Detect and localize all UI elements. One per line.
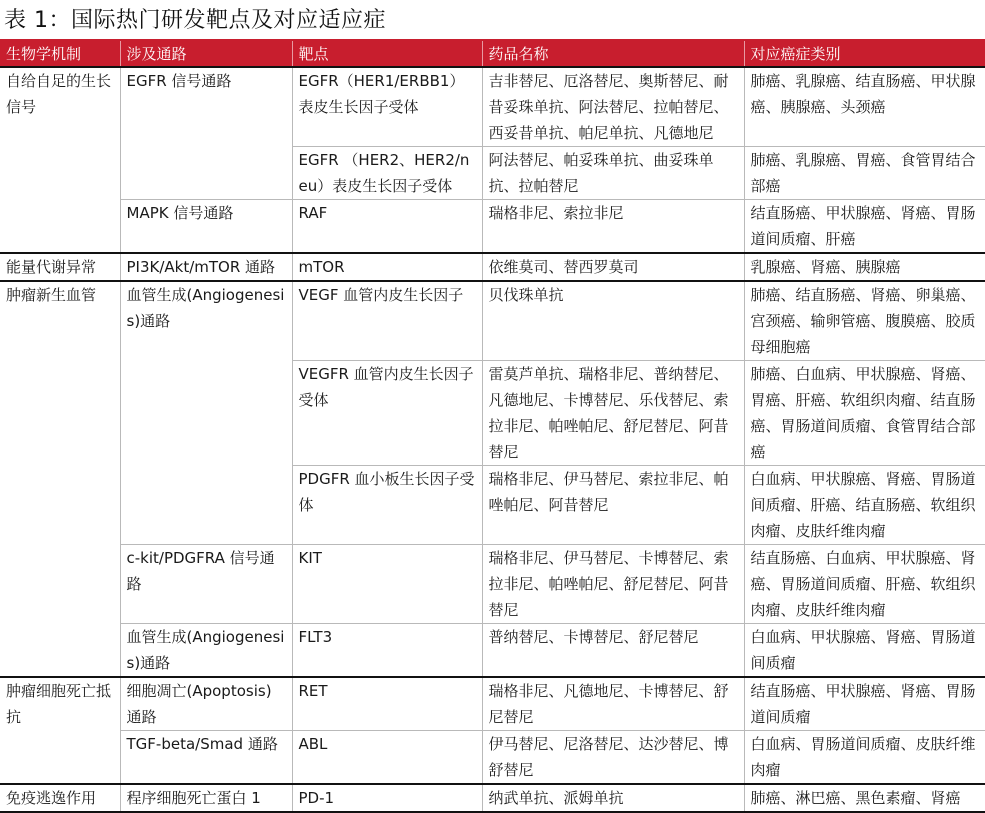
drugs-cell: 贝伐珠单抗 [482, 281, 744, 361]
target-cell: PDGFR 血小板生长因子受体 [292, 466, 482, 545]
table-row [0, 253, 985, 281]
pathway-cell: 细胞凋亡(Apoptosis)通路 [120, 677, 292, 731]
target-cell: FLT3 [292, 624, 482, 678]
pathway-cell: 血管生成(Angiogenesis)通路 [120, 281, 292, 545]
target-cell: VEGFR 血管内皮生长因子受体 [292, 361, 482, 466]
header-cancers: 对应癌症类别 [744, 40, 985, 67]
pathway-cell: TGF-beta/Smad 通路 [120, 731, 292, 785]
drug-target-table [0, 39, 985, 813]
cancers-cell: 白血病、甲状腺癌、肾癌、胃肠道间质瘤 [744, 624, 985, 678]
cancers-cell: 肺癌、淋巴癌、黑色素瘤、肾癌 [744, 784, 985, 812]
mechanism-cell: 自给自足的生长信号 [0, 67, 120, 253]
table-header-row [0, 40, 985, 67]
cancers-cell: 肺癌、结直肠癌、肾癌、卵巢癌、宫颈癌、输卵管癌、腹膜癌、胶质母细胞癌 [744, 281, 985, 361]
target-cell: PD-1 [292, 784, 482, 812]
mechanism-cell: 能量代谢异常 [0, 253, 120, 281]
cancers-cell: 结直肠癌、甲状腺癌、肾癌、胃肠道间质瘤 [744, 677, 985, 731]
drugs-cell: 吉非替尼、厄洛替尼、奥斯替尼、耐昔妥珠单抗、阿法替尼、拉帕替尼、西妥昔单抗、帕尼单抗、凡德地尼 [482, 67, 744, 147]
target-cell: VEGF 血管内皮生长因子 [292, 281, 482, 361]
drugs-cell: 瑞格非尼、伊马替尼、卡博替尼、索拉非尼、帕唑帕尼、舒尼替尼、阿昔替尼 [482, 545, 744, 624]
drugs-cell: 依维莫司、替西罗莫司 [482, 253, 744, 281]
cancers-cell: 白血病、胃肠道间质瘤、皮肤纤维肉瘤 [744, 731, 985, 785]
cancers-cell: 白血病、甲状腺癌、肾癌、胃肠道间质瘤、肝癌、结直肠癌、软组织肉瘤、皮肤纤维肉瘤 [744, 466, 985, 545]
header-drugs: 药品名称 [482, 40, 744, 67]
drugs-cell: 瑞格非尼、凡德地尼、卡博替尼、舒尼替尼 [482, 677, 744, 731]
header-mechanism: 生物学机制 [0, 40, 120, 67]
drugs-cell: 阿法替尼、帕妥珠单抗、曲妥珠单抗、拉帕替尼 [482, 147, 744, 200]
table-row [0, 545, 985, 624]
pathway-cell: PI3K/Akt/mTOR 通路 [120, 253, 292, 281]
table-row [0, 784, 985, 812]
cancers-cell: 结直肠癌、甲状腺癌、肾癌、胃肠道间质瘤、肝癌 [744, 200, 985, 254]
table-row [0, 200, 985, 254]
table-row [0, 731, 985, 785]
header-pathway: 涉及通路 [120, 40, 292, 67]
target-cell: EGFR （HER2、HER2/neu）表皮生长因子受体 [292, 147, 482, 200]
pathway-cell: c-kit/PDGFRA 信号通路 [120, 545, 292, 624]
drugs-cell: 伊马替尼、尼洛替尼、达沙替尼、博舒替尼 [482, 731, 744, 785]
pathway-cell: EGFR 信号通路 [120, 67, 292, 200]
target-cell: ABL [292, 731, 482, 785]
cancers-cell: 结直肠癌、白血病、甲状腺癌、肾癌、胃肠道间质瘤、肝癌、软组织肉瘤、皮肤纤维肉瘤 [744, 545, 985, 624]
table-row [0, 67, 985, 147]
cancers-cell: 肺癌、乳腺癌、结直肠癌、甲状腺癌、胰腺癌、头颈癌 [744, 67, 985, 147]
pathway-cell: 血管生成(Angiogenesis)通路 [120, 624, 292, 678]
drugs-cell: 纳武单抗、派姆单抗 [482, 784, 744, 812]
drugs-cell: 雷莫芦单抗、瑞格非尼、普纳替尼、凡德地尼、卡博替尼、乐伐替尼、索拉非尼、帕唑帕尼、舒尼替尼、阿昔替尼 [482, 361, 744, 466]
target-cell: mTOR [292, 253, 482, 281]
cancers-cell: 乳腺癌、肾癌、胰腺癌 [744, 253, 985, 281]
table-row [0, 281, 985, 361]
target-cell: EGFR（HER1/ERBB1）表皮生长因子受体 [292, 67, 482, 147]
table-caption: 表 1：国际热门研发靶点及对应适应症 [4, 8, 386, 33]
target-cell: RET [292, 677, 482, 731]
pathway-cell: 程序细胞死亡蛋白 1 [120, 784, 292, 812]
mechanism-cell: 免疫逃逸作用 [0, 784, 120, 812]
drugs-cell: 瑞格非尼、索拉非尼 [482, 200, 744, 254]
table-row [0, 624, 985, 678]
mechanism-cell: 肿瘤新生血管 [0, 281, 120, 677]
cancers-cell: 肺癌、白血病、甲状腺癌、肾癌、胃癌、肝癌、软组织肉瘤、结直肠癌、胃肠道间质瘤、食管胃结合部癌 [744, 361, 985, 466]
drugs-cell: 普纳替尼、卡博替尼、舒尼替尼 [482, 624, 744, 678]
target-cell: KIT [292, 545, 482, 624]
drugs-cell: 瑞格非尼、伊马替尼、索拉非尼、帕唑帕尼、阿昔替尼 [482, 466, 744, 545]
target-cell: RAF [292, 200, 482, 254]
header-target: 靶点 [292, 40, 482, 67]
pathway-cell: MAPK 信号通路 [120, 200, 292, 254]
table-row [0, 677, 985, 731]
mechanism-cell: 肿瘤细胞死亡抵抗 [0, 677, 120, 784]
cancers-cell: 肺癌、乳腺癌、胃癌、食管胃结合部癌 [744, 147, 985, 200]
